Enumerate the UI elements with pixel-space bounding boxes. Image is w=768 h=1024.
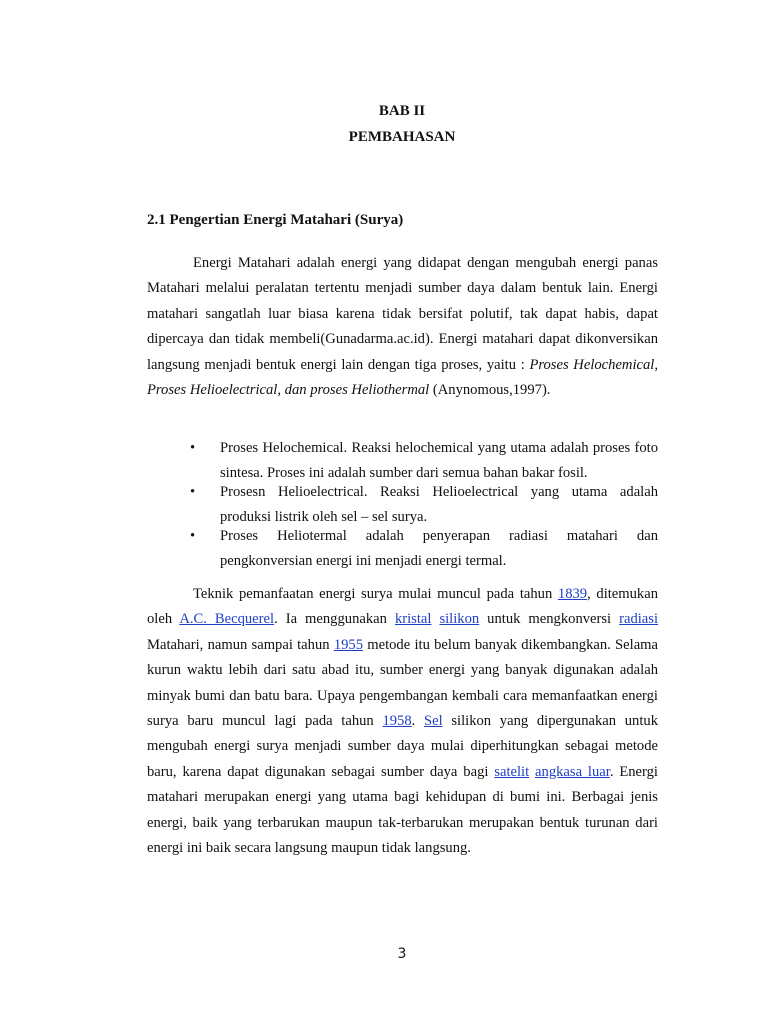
- paragraph-1-italic: Proses Helochemical, Proses Helioelectrical, dan proses Heliothermal: [147, 356, 659, 399]
- section-heading: 2.1 Pengertian Energi Matahari (Surya): [147, 212, 404, 228]
- link-1958[interactable]: 1958: [382, 713, 412, 730]
- bullet-icon: •: [190, 483, 196, 500]
- bullet-icon: •: [190, 527, 196, 544]
- paragraph-2-text: . Ia menggunakan: [274, 611, 395, 628]
- link-sel[interactable]: Sel: [423, 713, 443, 730]
- paragraph-1: [147, 251, 658, 403]
- list-item: [190, 524, 658, 575]
- link-silikon[interactable]: silikon: [439, 611, 480, 628]
- paragraph-1-citation: (Anynomous,1997).: [432, 382, 551, 399]
- paragraph-2-text: silikon yang dipergunakan untuk mengubah energi surya menjadi sumber daya mulai diperhitungkan sebagai metode baru, karena dapat digunakan sebagai sumber daya bagi: [147, 713, 658, 780]
- page-number: 3: [397, 946, 407, 962]
- link-satelit[interactable]: satelit: [494, 763, 530, 780]
- link-kristal[interactable]: kristal: [394, 611, 432, 628]
- paragraph-2-text: untuk mengkonversi: [479, 611, 620, 628]
- paragraph-2-text: .: [411, 713, 424, 730]
- chapter-subtitle: PEMBAHASAN: [348, 129, 456, 145]
- link-1955[interactable]: 1955: [333, 636, 363, 653]
- paragraph-2-text: metode itu belum banyak dikembangkan. Selama kurun waktu lebih dari satu abad itu, sumber energi yang banyak digunakan adalah minyak bumi dan batu bara. Upaya pengembangan kembali cara memanfaatkan energi surya baru muncul lagi pada tahun: [147, 636, 658, 730]
- list-item-text: Proses Helochemical. Reaksi helochemical yang utama adalah proses foto sintesa. Proses ini adalah sumber dari semua bahan bakar fosil.: [220, 440, 658, 482]
- paragraph-2-text: Teknik pemanfaatan energi surya mulai muncul pada tahun: [193, 586, 558, 602]
- link-becquerel[interactable]: A.C. Becquerel: [179, 611, 275, 628]
- paragraph-1-text: Energi Matahari adalah energi yang didapat dengan mengubah energi panas Matahari melalui peralatan tertentu menjadi sumber daya dalam bentuk lain. Energi matahari sangatlah luar biasa karena tidak bersifat polutif, tak dapat habis, dapat dipercaya dan tidak membeli(Gunadarma.ac.id). Energi matahari dapat dikonversikan langsung menjadi bentuk energi lain dengan tiga proses, yaitu :: [147, 255, 658, 373]
- link-angkasa-luar[interactable]: angkasa luar: [535, 763, 610, 780]
- paragraph-2-text: . Energi matahari merupakan energi yang utama bagi kehidupan di bumi ini. Berbagai jenis energi, baik yang terbarukan maupun tak-terbarukan merupakan bentuk turunan dari energi ini baik secara langsung maupun tidak langsung.: [147, 763, 658, 857]
- paragraph-2: [147, 582, 658, 861]
- link-radiasi[interactable]: radiasi: [619, 611, 659, 628]
- paragraph-2-text: Matahari, namun sampai tahun: [147, 636, 334, 653]
- process-list: [190, 436, 658, 570]
- list-item-text: Prosesn Helioelectrical. Reaksi Helioelectrical yang utama adalah produksi listrik oleh sel – sel surya.: [220, 483, 658, 526]
- bullet-icon: •: [190, 440, 196, 456]
- chapter-title: BAB II: [378, 103, 426, 119]
- list-item-text: Proses Heliotermal adalah penyerapan radiasi matahari dan pengkonversian energi ini menjadi energi termal.: [220, 527, 658, 570]
- paragraph-2-text: , ditemukan oleh: [147, 586, 659, 628]
- link-1839[interactable]: 1839: [557, 586, 588, 602]
